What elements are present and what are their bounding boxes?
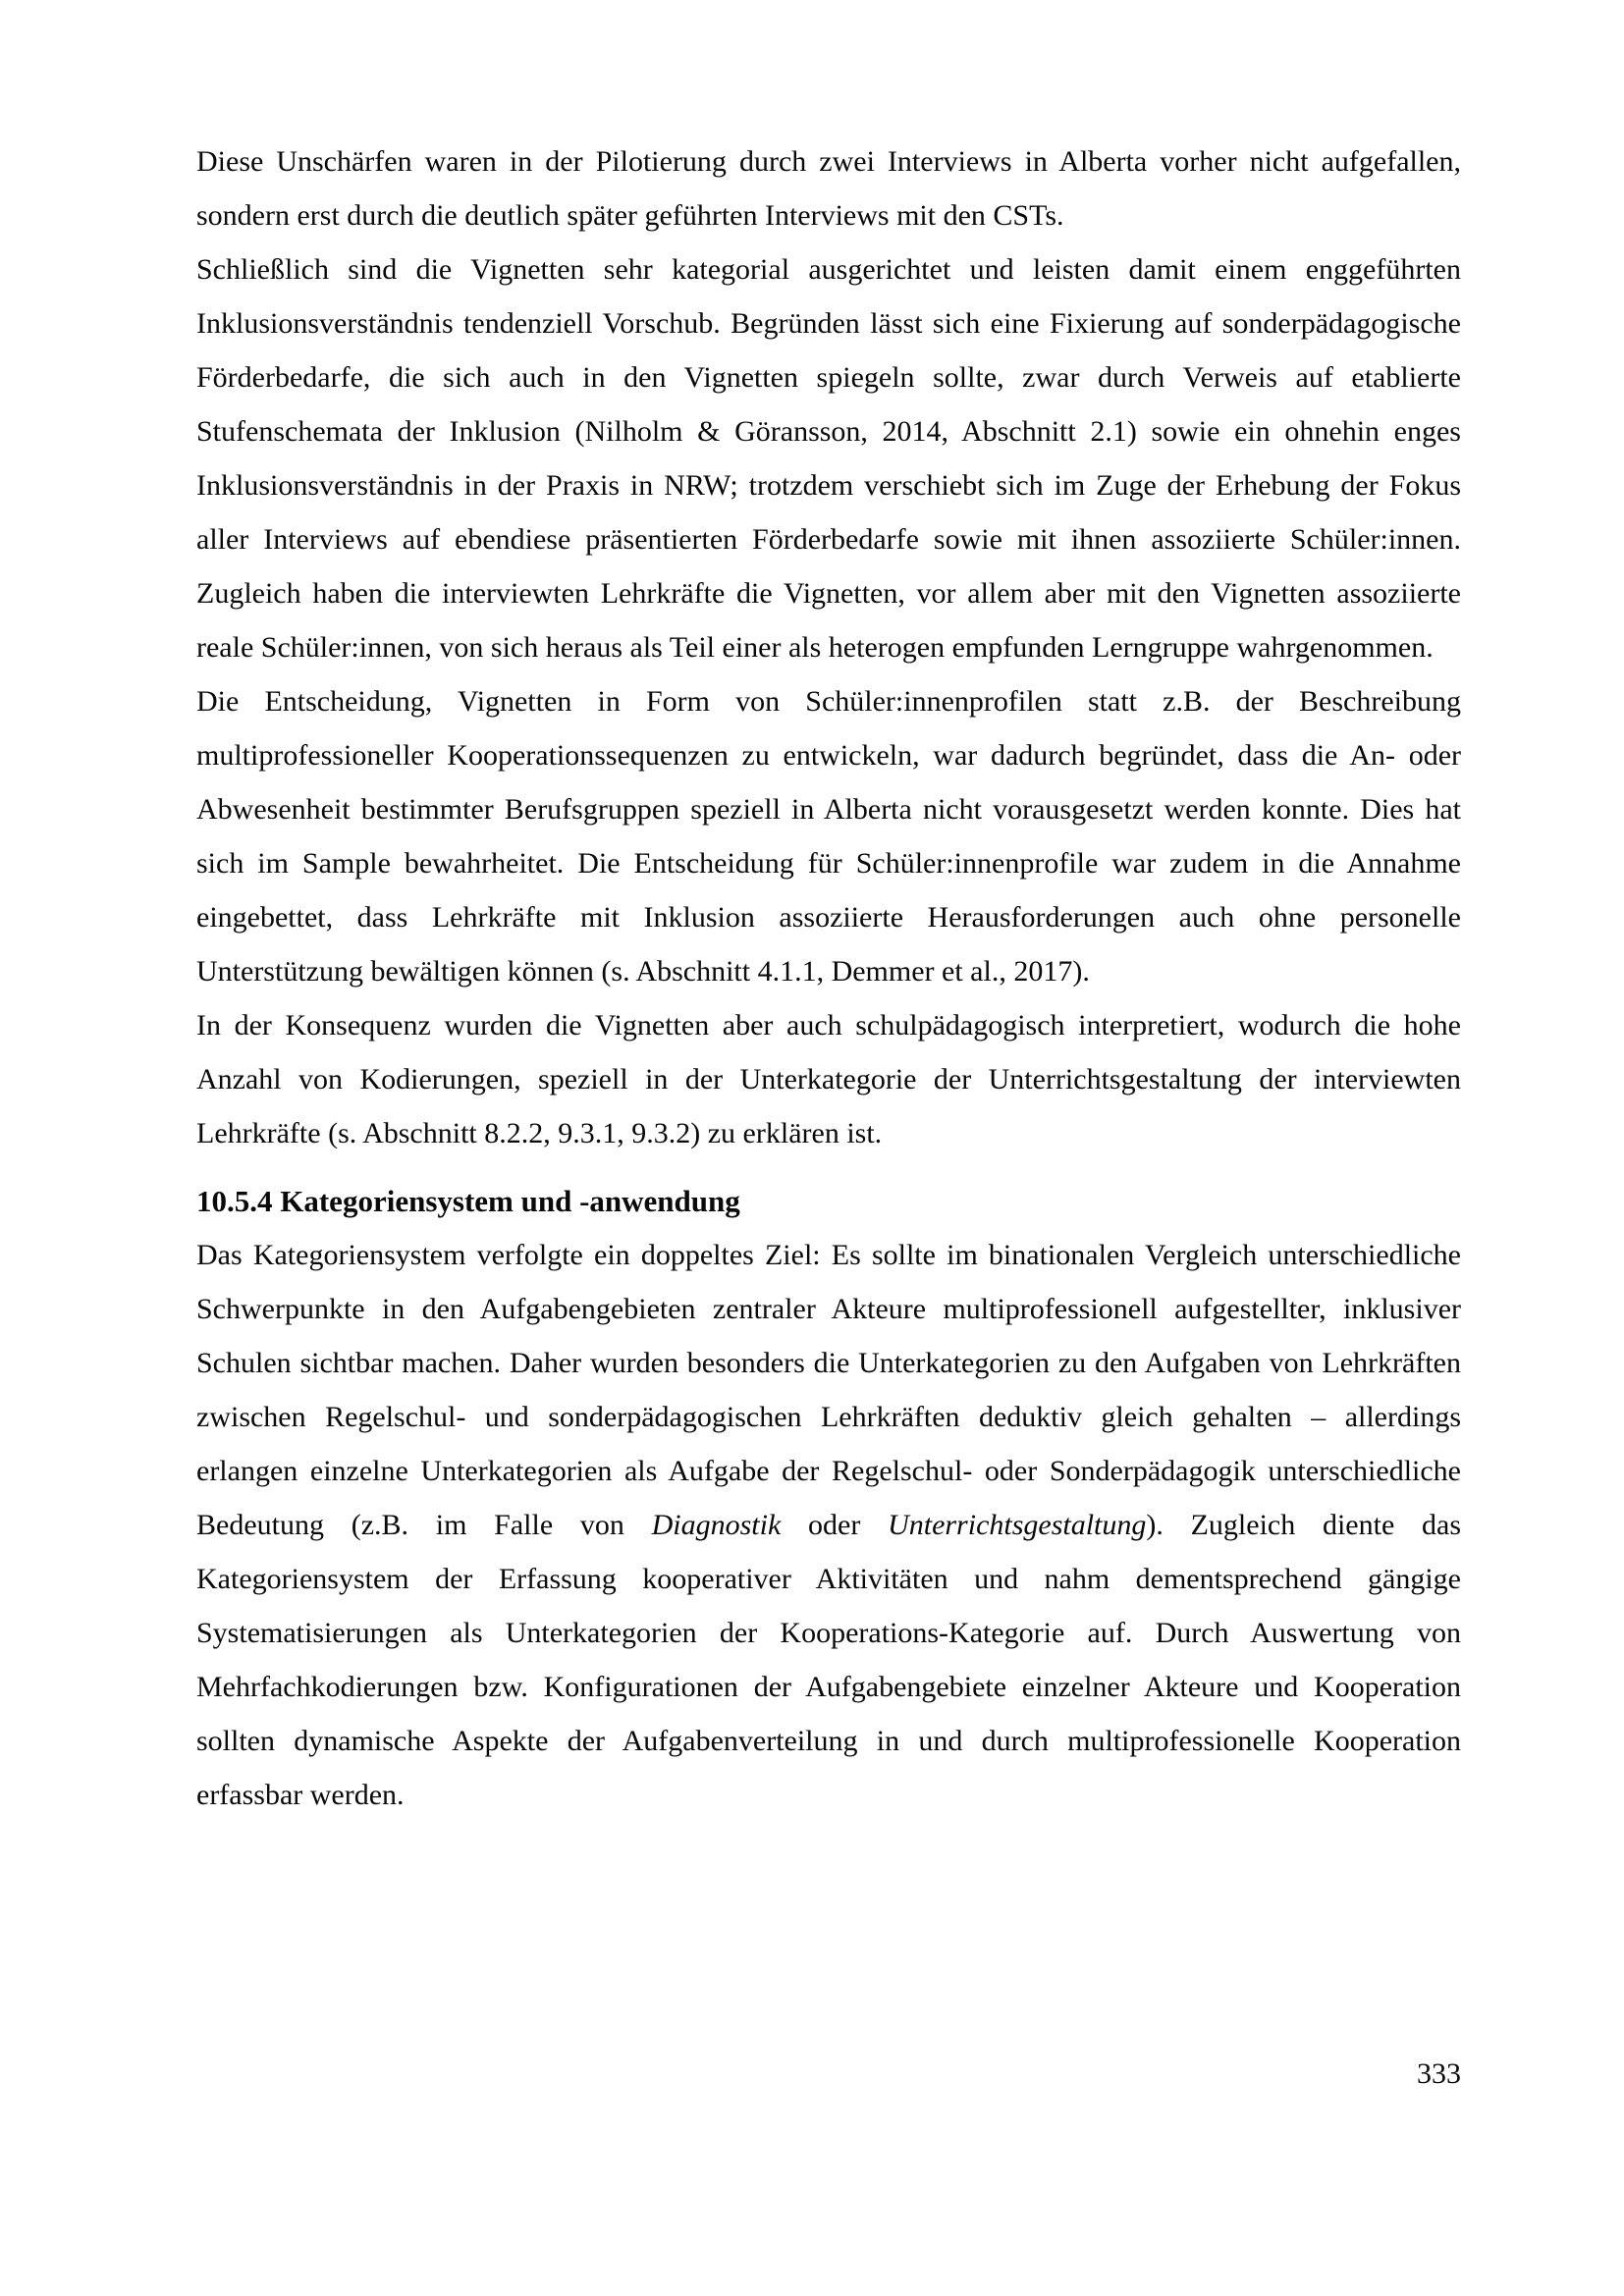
paragraph [196, 674, 1461, 998]
text-run: oder [781, 1509, 889, 1541]
paragraph [196, 998, 1461, 1160]
text-run: ). Zugleich diente das Kategoriensystem der Erfassung kooperativer Aktivitäten und nahm dementsprechend gängige Systematisierungen als Unterkategorien der Kooperations-Kategorie auf. Durch Auswertung von Mehrfachkodierungen bzw. Konfigurationen der Aufgabengebiete einzelner Akteure und Kooperation sollten dynamische Aspekte der Aufgabenverteilung in und durch multiprofessionelle Kooperation erfassbar werden. [196, 1509, 1461, 1811]
document-body [196, 134, 1461, 1822]
text-run: In der Konsequenz wurden die Vignetten aber auch schulpädagogisch interpretiert, wodurch die hohe Anzahl von Kodierungen, speziell in der Unterkategorie der Unterrichtsgestaltung der interviewten Lehrkräfte (s. Abschnitt 8.2.2, 9.3.1, 9.3.2) zu erklären ist. [196, 1009, 1461, 1149]
italic-text-run: Diagnostik [651, 1509, 782, 1541]
page-number: 333 [1417, 2057, 1461, 2090]
text-run: Diese Unschärfen waren in der Pilotierung durch zwei Interviews in Alberta vorher nicht aufgefallen, sondern erst durch die deutlich später geführten Interviews mit den CSTs. [196, 145, 1461, 232]
text-run: Das Kategoriensystem verfolgte ein doppeltes Ziel: Es sollte im binationalen Vergleich unterschiedliche Schwerpunkte in den Aufgabengebieten zentraler Akteure multiprofessionell aufgestellter, inklusiver Schulen sichtbar machen. Daher wurden besonders die Unterkategorien zu den Aufgaben von Lehrkräften zwischen Regelschul- und sonderpädagogischen Lehrkräften deduktiv gleich gehalten – allerdings erlangen einzelne Unterkategorien als Aufgabe der Regelschul- oder Sonderpädagogik unterschiedliche Bedeutung (z.B. im Falle von [196, 1239, 1461, 1541]
text-run: Schließlich sind die Vignetten sehr kategorial ausgerichtet und leisten damit einem enggeführten Inklusionsverständnis tendenziell Vorschub. Begründen lässt sich eine Fixierung auf sonderpädagogische Förderbedarfe, die sich auch in den Vignetten spiegeln sollte, zwar durch Verweis auf etablierte Stufenschemata der Inklusion (Nilholm & Göransson, 2014, Abschnitt 2.1) sowie ein ohnehin enges Inklusionsverständnis in der Praxis in NRW; trotzdem verschiebt sich im Zuge der Erhebung der Fokus aller Interviews auf ebendiese präsentierten Förderbedarfe sowie mit ihnen assoziierte Schüler:innen. Zugleich haben die interviewten Lehrkräfte die Vignetten, vor allem aber mit den Vignetten assoziierte reale Schüler:innen, von sich heraus als Teil einer als heterogen empfunden Lerngruppe wahrgenommen. [196, 253, 1461, 664]
section-heading: 10.5.4 Kategoriensystem und -anwendung [196, 1184, 740, 1218]
paragraph [196, 134, 1461, 242]
italic-text-run: Unterrichtsgestaltung [888, 1509, 1147, 1541]
paragraph [196, 1228, 1461, 1822]
text-run: Die Entscheidung, Vignetten in Form von Schüler:innenprofilen statt z.B. der Beschreibung multiprofessioneller Kooperationssequenzen zu entwickeln, war dadurch begründet, dass die An- oder Abwesenheit bestimmter Berufsgruppen speziell in Alberta nicht vorausgesetzt werden konnte. Dies hat sich im Sample bewahrheitet. Die Entscheidung für Schüler:innenprofile war zudem in die Annahme eingebettet, dass Lehrkräfte mit Inklusion assoziierte Herausforderungen auch ohne personelle Unterstützung bewältigen können (s. Abschnitt 4.1.1, Demmer et al., 2017). [196, 685, 1461, 988]
paragraph [196, 242, 1461, 674]
